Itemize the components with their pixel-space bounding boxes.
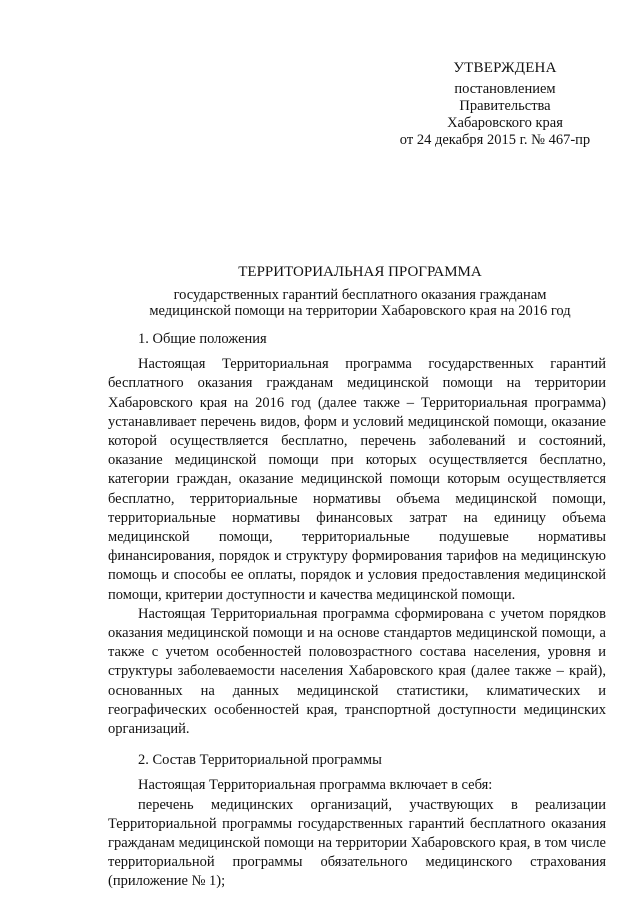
- document-subtitle-line-1: государственных гарантий бесплатного оказания гражданам: [173, 287, 547, 303]
- section-2-heading: 2. Состав Территориальной программы: [138, 752, 382, 769]
- section-1-paragraph-1: Настоящая Территориальная программа государственных гарантий бесплатного оказания гражданам медицинской помощи на территории Хабаровского края на 2016 год (далее также – Территориальная программа) устанавливает перечень видов, форм и условий медицинской помощи, оказание которой осуществляется бесплатно, перечень заболеваний и состояний, оказание медицинской помощи при которых осуществляется бесплатно, категории граждан, оказание медицинской помощи которым осуществляется бесплатно, территориальные нормативы объема медицинской помощи, территориальные нормативы финансовых затрат на единицу объема медицинской помощи, территориальные подушевые нормативы финансирования, порядок и структуру формирования тарифов на медицинскую помощь и способы ее оплаты, порядок и условия предоставления медицинской помощи, критерии доступности и качества медицинской помощи.: [108, 356, 606, 603]
- document-subtitle-line-2: медицинской помощи на территории Хабаровского края на 2016 год: [149, 303, 571, 319]
- section-2-paragraph-1: Настоящая Территориальная программа включает в себя:: [138, 777, 493, 794]
- document-title: ТЕРРИТОРИАЛЬНАЯ ПРОГРАММА: [238, 264, 482, 280]
- section-1-paragraph-2: Настоящая Территориальная программа сформирована с учетом порядков оказания медицинской помощи и на основе стандартов медицинской помощи, а также с учетом особенностей половозрастного состава населения, уровня и структуры заболеваемости населения Хабаровского края (далее также – край), основанных на данных медицинской статистики, климатических и географических особенностей края, транспортной доступности медицинских организаций.: [108, 605, 606, 738]
- document-titles: [80, 264, 640, 319]
- section-2-paragraph-2: перечень медицинских организаций, участвующих в реализации Территориальной программы государственных гарантий бесплатного оказания гражданам медицинской помощи на территории Хабаровского края, в том числе территориальной программы обязательного медицинского страхования (приложение № 1);: [108, 796, 606, 890]
- approval-line-2: Правительства: [459, 98, 551, 114]
- document-body: [108, 330, 606, 892]
- approval-date: от 24 декабря 2015 г. № 467-пр: [399, 132, 591, 148]
- approval-block: [399, 60, 600, 149]
- approval-heading: УТВЕРЖДЕНА: [453, 60, 557, 76]
- approval-line-3: Хабаровского края: [447, 115, 563, 131]
- section-1-heading: 1. Общие положения: [138, 331, 267, 347]
- approval-line-1: постановлением: [454, 81, 556, 97]
